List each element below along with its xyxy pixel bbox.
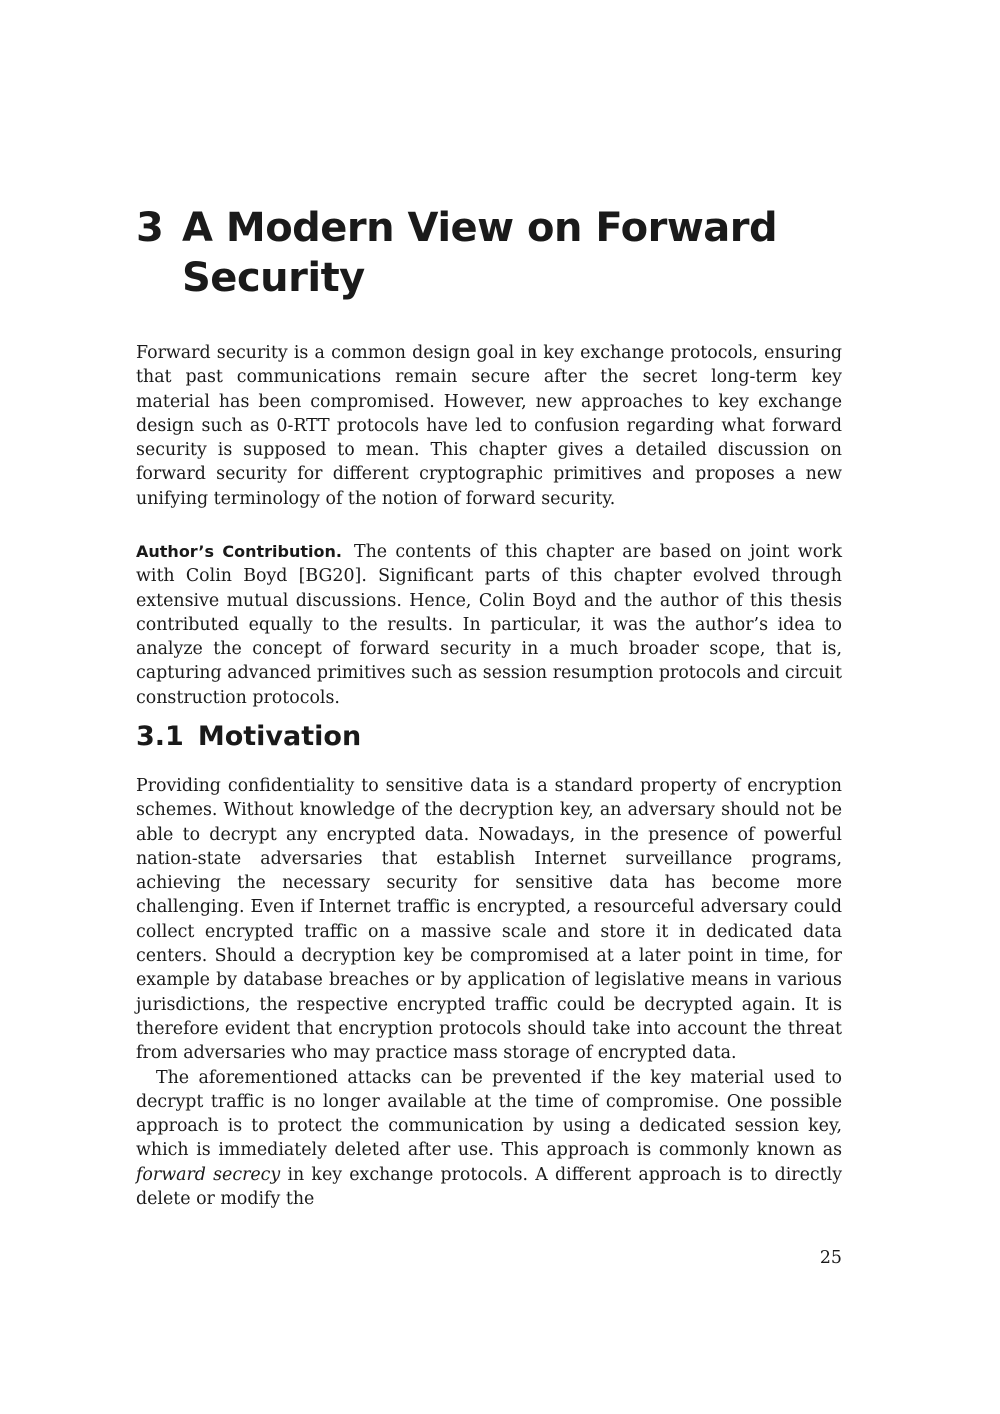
chapter-title: A Modern View on Forward Security — [182, 205, 778, 301]
contribution-paragraph — [136, 540, 842, 710]
section-title: Motivation — [197, 721, 362, 752]
section-heading — [136, 719, 361, 755]
chapter-number: 3 — [136, 205, 164, 251]
section-number: 3.1 — [136, 721, 184, 752]
chapter-heading — [136, 203, 856, 303]
abstract-paragraph: Forward security is a common design goal in key exchange protocols, ensuring that past communications remain secure after the secret long-term key material has been compromised. However, new approaches to key exchange design such as 0-RTT protocols have led to confusion regarding what forward security is supposed to mean. This chapter gives a detailed discussion on forward security for different cryptographic primitives and proposes a new unifying terminology of the notion of forward security. — [136, 343, 842, 509]
contribution-text: The contents of this chapter are based on joint work with Colin Boyd [BG20]. Significant parts of this chapter evolved through extensive mutual discussions. Hence, Colin Boyd and the author of this thesis contributed equally to the results. In particular, it was the author’s idea to analyze the concept of forward security in a much broader scope, that is, capturing advanced primitives such as session resumption protocols and circuit construction protocols. — [136, 542, 843, 708]
motivation-paragraph-2 — [136, 1066, 842, 1212]
motivation-paragraph-1: Providing confidentiality to sensitive data is a standard property of encryption schemes. Without knowledge of the decryption key, an adversary should not be able to decrypt any encrypted data. Nowadays, in the presence of powerful nation-state adversaries that establish Internet surveillance programs, achieving the necessary security for sensitive data has become more challenging. Even if Internet traffic is encrypted, a resourceful adversary could collect encrypted traffic on a massive scale and store it in dedicated data centers. Should a decryption key be compromised at a later point in time, for example by database breaches or by application of legislative means in various jurisdictions, the respective encrypted traffic could be decrypted again. It is therefore evident that encryption protocols should take into account the threat from adversaries who may practice mass storage of encrypted data. — [136, 776, 842, 1064]
page-number: 25 — [819, 1248, 842, 1268]
author-contribution — [136, 540, 842, 710]
forward-secrecy-term: forward secrecy — [136, 1164, 281, 1185]
motivation-section-body — [136, 774, 842, 1211]
paragraph2-text-before: The aforementioned attacks can be prevented if the key material used to decrypt traffic is no longer available at the time of compromise. One possible approach is to protect the communication by using a dedicated session key, which is immediately deleted after use. This approach is commonly known as — [136, 1067, 842, 1161]
paragraph2-text-after: in key exchange protocols. A different approach is to directly delete or modify the — [136, 1164, 843, 1210]
chapter-abstract — [136, 341, 842, 511]
contribution-heading: Author’s Contribution. — [136, 542, 342, 561]
